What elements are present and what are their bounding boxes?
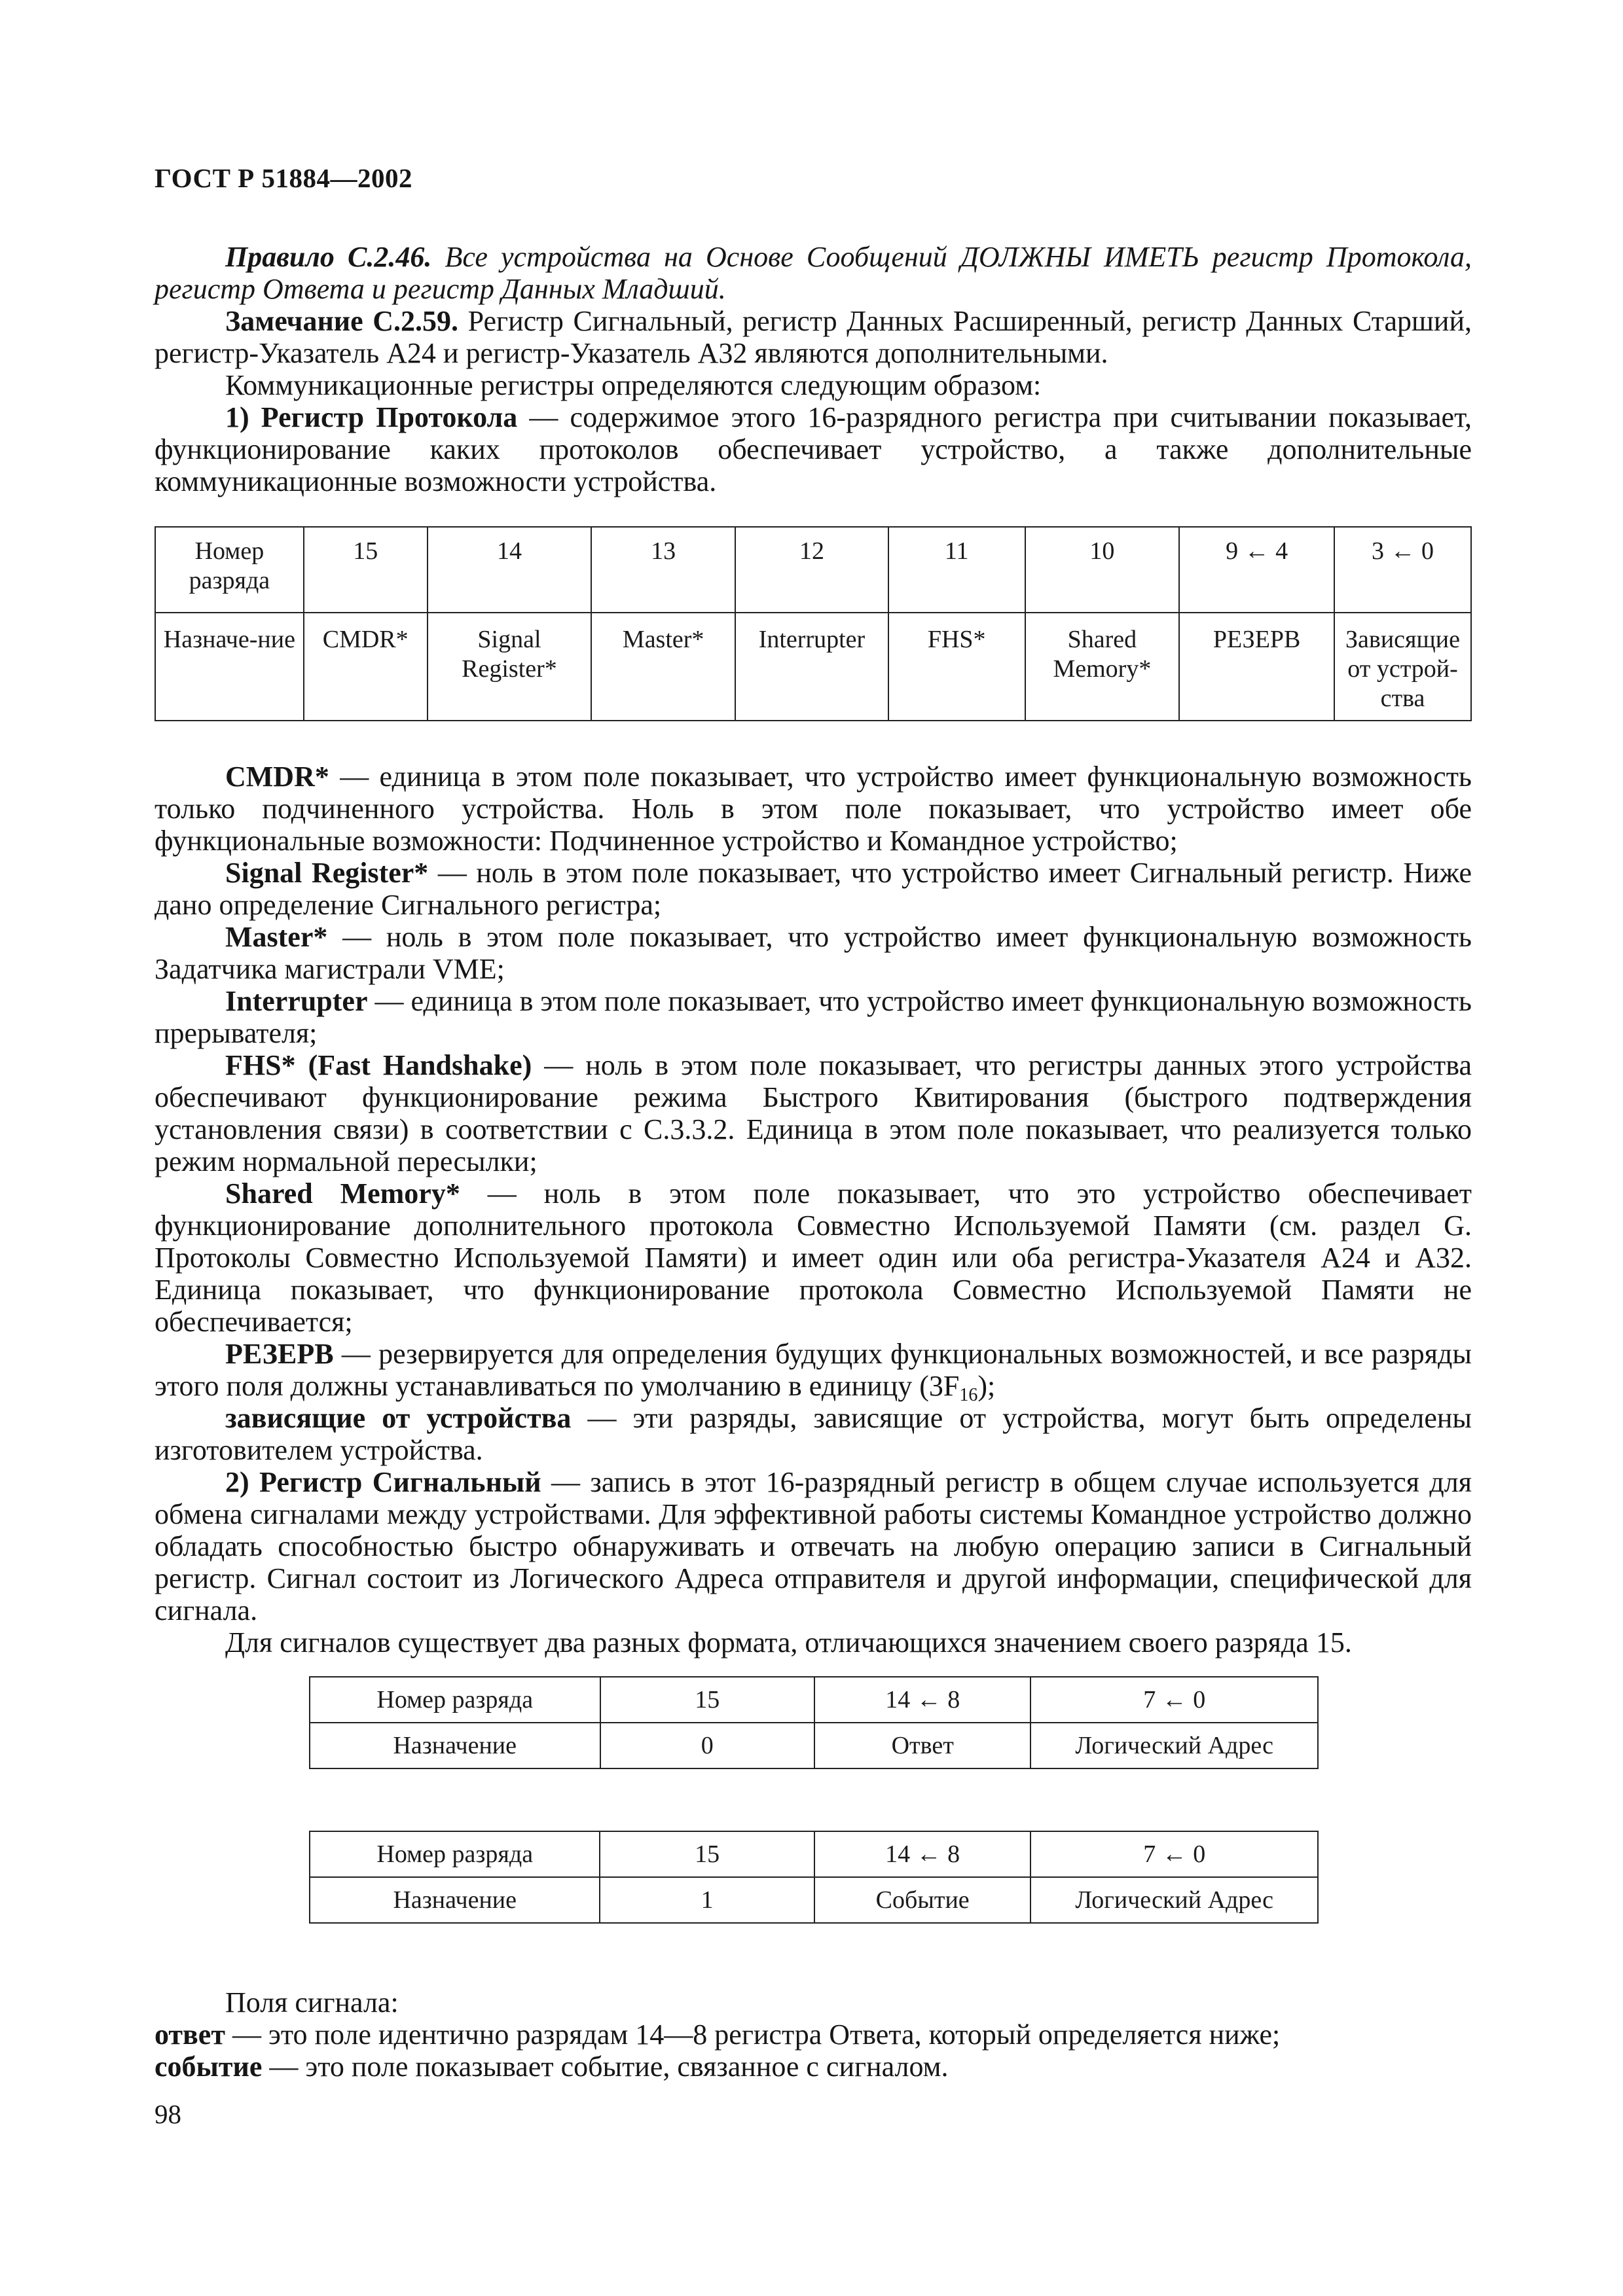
table-cell: Логический Адрес (1030, 1877, 1318, 1923)
note-label: Замечание С.2.59. (225, 305, 459, 337)
table-cell: Назначение (310, 1877, 600, 1923)
rule-paragraph (155, 241, 1472, 305)
table-cell: 15 (600, 1677, 814, 1723)
table-row (310, 1723, 1318, 1768)
table-cell: Назначе-ние (155, 613, 304, 721)
table-cell: Событие (814, 1877, 1031, 1923)
table-cell: 15 (600, 1831, 814, 1877)
signal-register-label: Signal Register* (225, 857, 429, 889)
reserve-text: — резервируется для определения будущих функциональных возможностей, и все разряды этого поля должны устанавливаться по умолчанию в единицу (3F (155, 1338, 1472, 1402)
reserve-text-end: ); (977, 1370, 996, 1402)
table-row (310, 1877, 1318, 1923)
table-cell: 14 ← 8 (814, 1677, 1031, 1723)
event-field-text: — это поле показывает событие, связанное с сигналом. (262, 2051, 949, 2083)
reserve-subscript: 16 (959, 1385, 978, 1405)
formats-paragraph: Для сигналов существует два разных формата, отличающихся значением своего разряда 15. (225, 1626, 1352, 1659)
rule-label: Правило С.2.46. (225, 241, 432, 273)
signal-register-section-text: — запись в этот 16-разрядный регистр в общем случае используется для обмена сигналами между устройствами. Для эффективной работы системы Командное устройство должно обладать способностью быстро обнаруживать и отвечать на любую операцию записи в Сигнальный регистр. Сигнал состоит из Логического Адреса отправителя и другой информации, специфической для сигнала. (155, 1466, 1472, 1626)
shared-memory-label: Shared Memory* (225, 1177, 460, 1210)
table-cell: 13 (591, 527, 735, 613)
signal-register-section-label: 2) Регистр Сигнальный (225, 1466, 541, 1498)
note-text: Регистр Сигнальный, регистр Данных Расширенный, регистр Данных Старший, регистр-Указатель А24 и регистр-Указатель А32 являются дополнительными. (155, 305, 1472, 369)
table-row (155, 527, 1471, 613)
table-cell: FHS* (888, 613, 1025, 721)
table-cell: Номер разряда (310, 1831, 600, 1877)
table-cell: 14 ← 8 (814, 1831, 1031, 1877)
table-cell: CMDR* (304, 613, 428, 721)
cmdr-text: — единица в этом поле показывает, что устройство имеет функциональную возможность только подчиненного устройства. Ноль в этом поле показывает, что устройство имеет обе функциональные возможности: Подчиненное устройство и Командное устройство; (155, 761, 1472, 857)
answer-field-label: ответ (155, 2018, 225, 2051)
master-label: Master* (225, 921, 328, 953)
protocol-register-text: — содержимое этого 16-разрядного регистра при считывании показывает, функционирование каких протоколов обеспечивает устройство, а также дополнительные коммуникационные возможности устройства. (155, 401, 1472, 497)
table-cell: Signal Register* (428, 613, 592, 721)
signal-register-paragraph (155, 857, 1472, 921)
device-dependent-text: — эти разряды, зависящие от устройства, могут быть определены изготовителем устройства. (155, 1402, 1472, 1466)
signal-register-text: — ноль в этом поле показывает, что устройство имеет Сигнальный регистр. Ниже дано определение Сигнального регистра; (155, 857, 1472, 921)
protocol-register-label: 1) Регистр Протокола (225, 401, 518, 433)
note-paragraph (155, 305, 1472, 369)
fhs-paragraph (155, 1049, 1472, 1177)
table-cell: Ответ (814, 1723, 1031, 1768)
shared-memory-text: — ноль в этом поле показывает, что это устройство обеспечивает функционирование дополнительного протокола Совместно Используемой Памяти (см. раздел G. Протоколы Совместно Используемой Памяти) и имеет один или оба регистра-Указателя А24 и А32. Единица показывает, что функционирование протокола Совместно Используемой Памяти не обеспечивается; (155, 1177, 1472, 1338)
interrupter-paragraph (155, 985, 1472, 1049)
table-cell: Master* (591, 613, 735, 721)
table-row (310, 1831, 1318, 1877)
table-cell: 7 ← 0 (1030, 1831, 1318, 1877)
rule-text: Все устройства на Основе Сообщений ДОЛЖНЫ ИМЕТЬ регистр Протокола, регистр Ответа и регистр Данных Младший. (155, 241, 1472, 305)
answer-field-text: — это поле идентично разрядам 14—8 регистра Ответа, который определяется ниже; (225, 2018, 1281, 2051)
answer-field-paragraph (155, 2018, 1472, 2051)
table-cell: 11 (888, 527, 1025, 613)
signal-register-section-paragraph (155, 1466, 1472, 1626)
page-number: 98 (155, 2099, 181, 2129)
event-field-paragraph (155, 2051, 1472, 2083)
table-cell: 15 (304, 527, 428, 613)
cmdr-label: CMDR* (225, 761, 329, 793)
table-cell: Shared Memory* (1025, 613, 1180, 721)
table-cell: 10 (1025, 527, 1180, 613)
table-cell: Номер разряда (155, 527, 304, 613)
table-row (155, 613, 1471, 721)
table-cell: 12 (735, 527, 888, 613)
document-header: ГОСТ Р 51884—2002 (155, 163, 412, 193)
table-cell: 9 ← 4 (1179, 527, 1334, 613)
table-cell: 1 (600, 1877, 814, 1923)
intro-section (155, 241, 1472, 497)
signal-fields-section (155, 1986, 1472, 2083)
device-dependent-label: зависящие от устройства (225, 1402, 572, 1434)
event-field-label: событие (155, 2051, 263, 2083)
table-cell: Номер разряда (310, 1677, 600, 1723)
device-dependent-paragraph (155, 1402, 1472, 1466)
cmdr-paragraph (155, 761, 1472, 857)
table-cell: Назначение (310, 1723, 600, 1768)
table-cell: 3 ← 0 (1334, 527, 1471, 613)
signal-fields-heading: Поля сигнала: (225, 1986, 399, 2018)
interrupter-label: Interrupter (225, 985, 368, 1017)
protocol-register-paragraph (155, 401, 1472, 497)
comm-paragraph: Коммуникационные регистры определяются следующим образом: (225, 369, 1042, 401)
table-cell: Interrupter (735, 613, 888, 721)
protocol-register-table (155, 526, 1472, 721)
table-cell: Логический Адрес (1030, 1723, 1318, 1768)
table-cell: РЕЗЕРВ (1179, 613, 1334, 721)
interrupter-text: — единица в этом поле показывает, что устройство имеет функциональную возможность прерывателя; (155, 985, 1472, 1049)
table-cell: 0 (600, 1723, 814, 1768)
event-format-table (309, 1831, 1319, 1924)
table-cell: 7 ← 0 (1030, 1677, 1318, 1723)
reserve-paragraph (155, 1338, 1472, 1405)
shared-memory-paragraph (155, 1177, 1472, 1338)
master-text: — ноль в этом поле показывает, что устройство имеет функциональную возможность Задатчика магистрали VME; (155, 921, 1472, 985)
response-format-table (309, 1676, 1319, 1769)
table-row (310, 1677, 1318, 1723)
fhs-text: — ноль в этом поле показывает, что регистры данных этого устройства обеспечивают функционирование режима Быстрого Квитирования (быстрого подтверждения установления связи) в соответствии с С.3.3.2. Единица в этом поле показывает, что реализуется только режим нормальной пересылки; (155, 1049, 1472, 1177)
table-cell: 14 (428, 527, 592, 613)
table-cell: Зависящие от устрой-ства (1334, 613, 1471, 721)
fields-section (155, 761, 1472, 1659)
reserve-label: РЕЗЕРВ (225, 1338, 334, 1370)
fhs-label: FHS* (Fast Handshake) (225, 1049, 532, 1081)
master-paragraph (155, 921, 1472, 985)
